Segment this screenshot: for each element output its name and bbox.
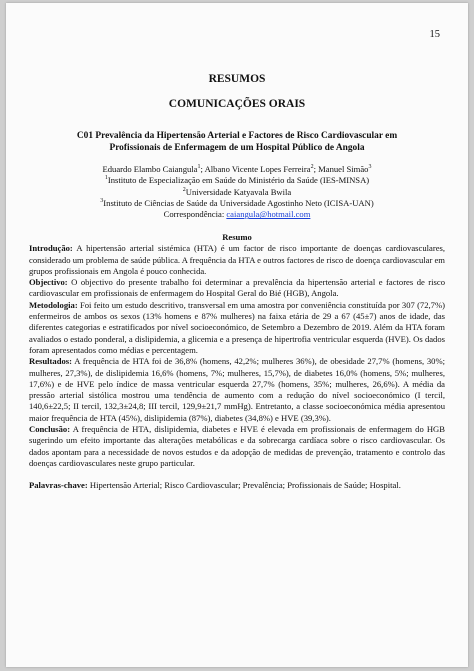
affiliation-sup: 1	[104, 175, 108, 182]
section-label: Metodologia:	[29, 299, 78, 310]
affiliation-text: Universidade Katyavala Bwila	[185, 186, 292, 197]
abstract-section	[29, 356, 445, 424]
subsection-heading: COMUNICAÇÕES ORAIS	[168, 98, 306, 110]
correspondence-label: Correspondência:	[163, 209, 227, 220]
author-affiliations	[46, 164, 428, 220]
paper-title: C01 Prevalência da Hipertensão Arterial e Factores de Risco Cardiovascular em Profissionais de Enfermagem de um Hospital Público de Angola	[76, 131, 398, 153]
affiliation-text: Instituto de Ciências de Saúde da Universidade Agostinho Neto (ICISA-UAN)	[103, 197, 374, 208]
keywords-label: Palavras-chave:	[29, 480, 88, 491]
section-text: A frequência de HTA, dislipidemia, diabetes e HVE é elevada em profissionais de enfermagem do HGB sugerindo um efeito importante das alterações metabólicas e da sobrecarga cardíaca sobre o risco cardiovascular. Os dados apontam para a necessidade de novos estudos e da adopção de medidas de prevenção, tratamento e controlo das doenças cardiovasculares neste grupo particular.	[29, 424, 445, 468]
page-number: 15	[429, 29, 440, 40]
keywords-paragraph	[29, 480, 445, 491]
document-page	[6, 3, 468, 667]
affiliation-list	[46, 175, 428, 209]
author-sup: 3	[368, 164, 372, 171]
author-sup: 2	[310, 164, 314, 171]
abstract-section	[29, 424, 445, 469]
correspondence-email-link[interactable]: caiangula@hotmail.com	[226, 209, 311, 220]
correspondence-line	[46, 209, 428, 220]
section-text: Foi feito um estudo descritivo, transversal em uma amostra por conveniência constituída por 307 (72,7%) enfermeiros de ambos os sexos (13% homens e 87% mulheres) na faixa etária de 29 a 67 (45±7) anos de idade, das diferentes categorias e estratificados por nível socioeconómico, de Setembro a Dezembro de 2019. Além da HTA foram avaliados o estado ponderal, a dislipidemia, a glicemia e a presença de hipertrofia ventricular esquerda (HVE). Os dados foram apresentados como médias e percentagem.	[29, 299, 445, 355]
section-text: A hipertensão arterial sistémica (HTA) é um factor de risco importante de doenças cardiovasculares, considerado um problema de saúde pública. A frequência da HTA e outros factores de risco de doença cardiovascular em grupos profissionais em Angola é pouco conhecida.	[29, 243, 445, 276]
section-label: Conclusão:	[29, 424, 71, 435]
author-name: Eduardo Elambo Caiangula	[102, 164, 198, 174]
keywords-text: Hipertensão Arterial; Risco Cardiovascular; Prevalência; Profissionais de Saúde; Hospital.	[87, 480, 401, 491]
abstract-section	[29, 277, 445, 300]
abstract-sections	[29, 243, 445, 469]
section-label: Objectivo:	[29, 277, 68, 288]
section-label: Resultados:	[29, 356, 72, 367]
author-sup: 1	[197, 164, 201, 171]
author-separator: ;	[200, 164, 205, 174]
section-heading: RESUMOS	[208, 73, 266, 85]
affiliation-text: Instituto de Especialização em Saúde do Ministério da Saúde (IES-MINSA)	[107, 175, 370, 186]
abstract	[29, 232, 445, 492]
section-text: A frequência de HTA foi de 36,8% (homens, 42,2%; mulheres 36%), de obesidade 27,7% (homens, 30%; mulheres, 27,3%), de dislipidemia 16,6% (homens, 7%; mulheres, 15,7%), de diabetes 16,0% (homens, 5%; mulheres, 17,6%) e de HVE pelo índice de massa ventricular esquerda 27,7% (homens, 35%; mulheres, 26,6%). A média da pressão arterial sistólica mostrou uma tendência de aumento com a redução do nível socioeconómico (I tercil, 140,6±22,5; II tercil, 132,3±24,8; III tercil, 129,9±21,7 mmHg). Entretanto, a classe socioeconómica média apresentou maior frequência de HTA (45%), dislipidemia (87%), diabetes (34,8%) e HVE (39,3%).	[29, 356, 445, 423]
author-name: Manuel Simão	[318, 164, 369, 174]
affiliation	[46, 198, 428, 209]
affiliation	[46, 175, 428, 186]
section-text: O objectivo do presente trabalho foi determinar a prevalência da hipertensão arterial e factores de risco cardiovascular em profissionais de enfermagem do Hospital Geral do Bié (HGB), Angola.	[29, 277, 445, 299]
authors-line	[46, 164, 428, 175]
abstract-heading: Resumo	[222, 232, 252, 242]
abstract-section	[29, 300, 445, 356]
affiliation	[46, 187, 428, 198]
section-label: Introdução:	[29, 243, 73, 254]
author-separator: ;	[313, 164, 319, 174]
abstract-section	[29, 243, 445, 277]
affiliation-sup: 2	[182, 186, 186, 193]
affiliation-sup: 3	[100, 198, 104, 205]
author-name: Albano Vicente Lopes Ferreira	[204, 164, 311, 174]
